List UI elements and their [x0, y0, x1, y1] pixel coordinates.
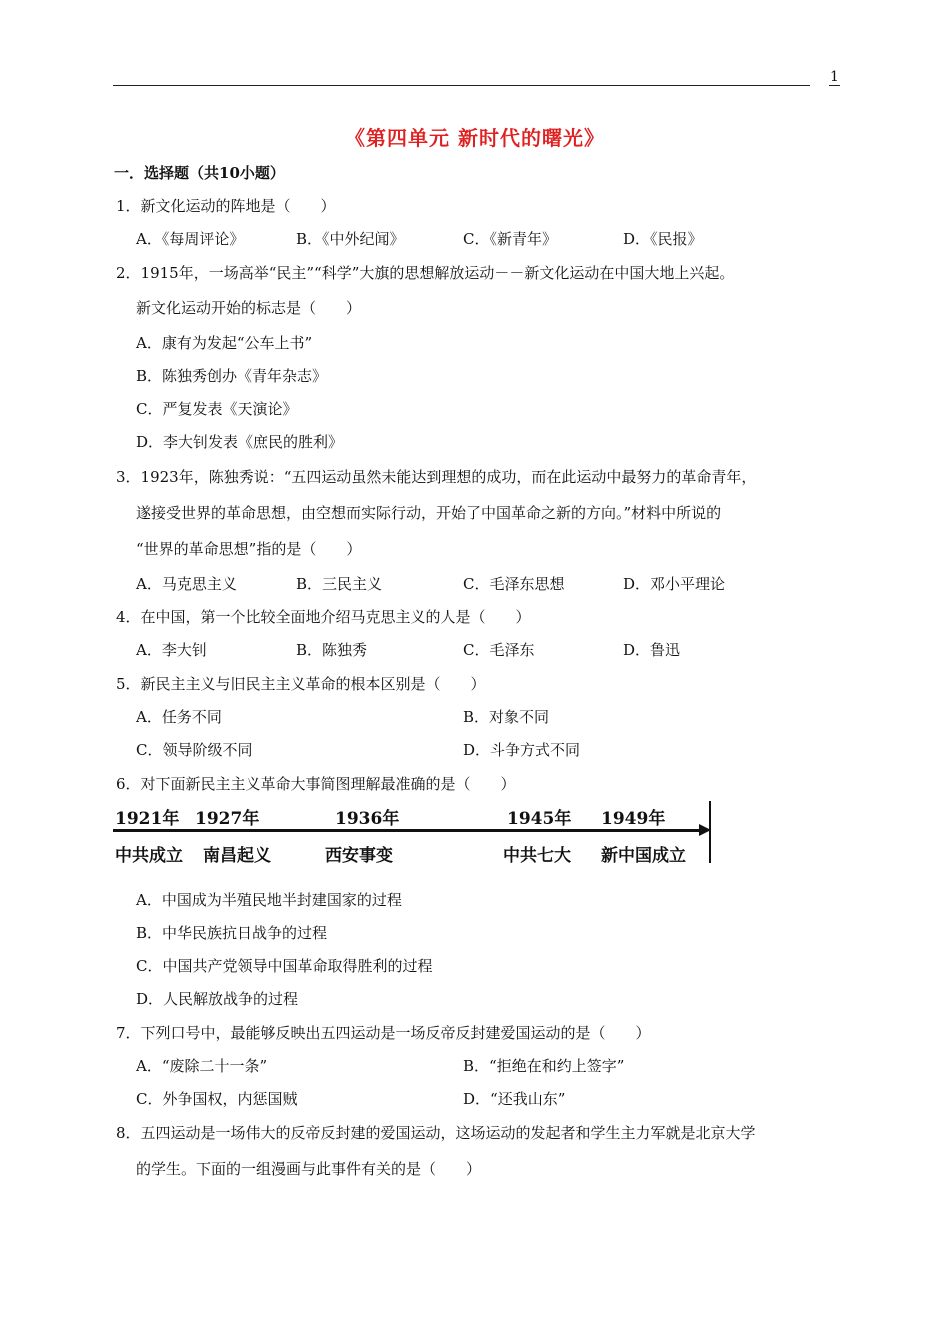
question-5-stem: 5．新民主主义与旧民主主义革命的根本区别是（ ）: [116, 675, 486, 693]
option-b: B．《中外纪闻》: [296, 230, 405, 248]
section-heading: 一．选择题（共10小题）: [114, 164, 285, 182]
question-2-stem-cont: 新文化运动开始的标志是（ ）: [136, 299, 362, 317]
question-3-stem: 3．1923年，陈独秀说：“五四运动虽然未能达到理想的成功，而在此运动中最努力的革命青年，: [116, 468, 757, 486]
option-a: A．马克思主义: [136, 575, 237, 593]
option-a: A．任务不同: [136, 708, 222, 726]
timeline-event: 西安事变: [325, 846, 393, 866]
option-d: D．鲁迅: [623, 641, 681, 659]
option-d: D．斗争方式不同: [463, 741, 581, 759]
timeline-event: 南昌起义: [203, 846, 271, 866]
option-c: C．毛泽东: [463, 641, 535, 659]
option-a: A．“废除二十一条”: [136, 1057, 268, 1075]
header-rule: [113, 85, 810, 86]
timeline-edge: [709, 801, 711, 863]
timeline-year: 1936年: [335, 809, 400, 829]
timeline-event: 中共七大: [503, 846, 571, 866]
timeline-event: 中共成立: [115, 846, 183, 866]
event-timeline: [113, 797, 713, 867]
page-number: 1: [830, 69, 839, 85]
page-title: 《第四单元 新时代的曙光》: [345, 126, 605, 150]
option-a: A．《每周评论》: [136, 230, 245, 248]
question-4-stem: 4．在中国，第一个比较全面地介绍马克思主义的人是（ ）: [116, 608, 531, 626]
timeline-year: 1921年: [115, 809, 180, 829]
option-d: D．邓小平理论: [623, 575, 726, 593]
question-6-option-b: B．中华民族抗日战争的过程: [136, 924, 328, 942]
question-8-stem-cont: 的学生。下面的一组漫画与此事件有关的是（ ）: [136, 1160, 482, 1178]
question-8-stem: 8．五四运动是一场伟大的反帝反封建的爱国运动，这场运动的发起者和学生主力军就是北京大学: [116, 1124, 756, 1142]
option-b: B．三民主义: [296, 575, 383, 593]
question-2-option-c: C．严复发表《天演论》: [136, 400, 298, 418]
question-2-option-a: A．康有为发起“公车上书”: [136, 334, 313, 352]
option-c: C．毛泽东思想: [463, 575, 565, 593]
option-b: B．“拒绝在和约上签字”: [463, 1057, 625, 1075]
question-2-option-d: D．李大钊发表《庶民的胜利》: [136, 433, 344, 451]
timeline-year: 1927年: [195, 809, 260, 829]
question-7-stem: 7．下列口号中，最能够反映出五四运动是一场反帝反封建爱国运动的是（ ）: [116, 1024, 651, 1042]
question-2-option-b: B．陈独秀创办《青年杂志》: [136, 367, 328, 385]
question-6-option-a: A．中国成为半殖民地半封建国家的过程: [136, 891, 402, 909]
timeline-axis: [113, 829, 701, 832]
question-3-stem-cont-1: 遂接受世界的革命思想，由空想而实际行动，开始了中国革命之新的方向。”材料中所说的: [136, 504, 722, 522]
option-b: B．陈独秀: [296, 641, 368, 659]
question-3-stem-cont-2: “世界的革命思想”指的是（ ）: [136, 540, 362, 558]
option-d: D．《民报》: [623, 230, 703, 248]
question-2-stem: 2．1915年，一场高举“民主”“科学”大旗的思想解放运动－－新文化运动在中国大地上兴起。: [116, 264, 735, 282]
option-a: A．李大钊: [136, 641, 207, 659]
timeline-year: 1945年: [507, 809, 572, 829]
option-b: B．对象不同: [463, 708, 550, 726]
option-c: C．外争国权，内惩国贼: [136, 1090, 298, 1108]
question-6-option-d: D．人民解放战争的过程: [136, 990, 299, 1008]
timeline-event: 新中国成立: [601, 846, 686, 866]
option-c: C．《新青年》: [463, 230, 557, 248]
question-6-option-c: C．中国共产党领导中国革命取得胜利的过程: [136, 957, 433, 975]
question-1-stem: 1．新文化运动的阵地是（ ）: [116, 197, 336, 215]
option-c: C．领导阶级不同: [136, 741, 253, 759]
question-6-stem: 6．对下面新民主主义革命大事简图理解最准确的是（ ）: [116, 775, 516, 793]
option-d: D．“还我山东”: [463, 1090, 566, 1108]
timeline-year: 1949年: [601, 809, 666, 829]
